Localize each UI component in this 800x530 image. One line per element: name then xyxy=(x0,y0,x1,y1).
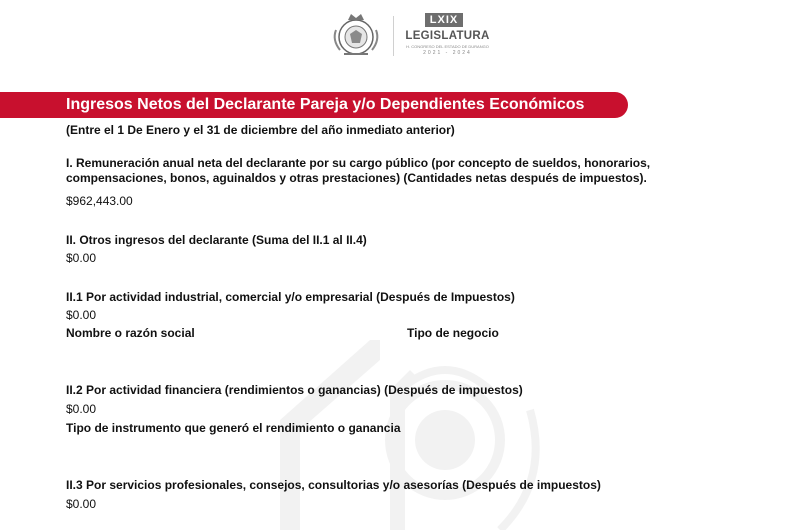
legislature-badge: LXIX xyxy=(425,13,463,27)
section-ii-value: $0.00 xyxy=(66,251,97,265)
section-i-label-line2: compensaciones, bonos, aguinaldos y otras prestaciones) (Cantidades netas después de impuestos). xyxy=(66,171,647,185)
section-ii-2-value: $0.00 xyxy=(66,402,97,416)
legislature-years: 2021 - 2024 xyxy=(423,50,472,56)
section-ii-label: II. Otros ingresos del declarante (Suma del II.1 al II.4) xyxy=(66,233,367,247)
congress-seal-icon xyxy=(330,10,382,60)
logo-divider xyxy=(393,16,394,56)
column-header-business-type: Tipo de negocio xyxy=(407,326,499,340)
section-ii-3-value: $0.00 xyxy=(66,497,97,511)
section-banner xyxy=(0,92,628,118)
header-logos xyxy=(330,10,490,60)
section-ii-3-label: II.3 Por servicios profesionales, consejos, consultorias y/o asesorías (Después de impuestos) xyxy=(66,478,601,492)
legislature-name: LEGISLATURA xyxy=(405,30,490,42)
column-header-business-name: Nombre o razón social xyxy=(66,326,195,340)
section-i-label-line1: I. Remuneración anual neta del declarante por su cargo público (por concepto de sueldos, honorarios, xyxy=(66,156,651,170)
section-ii-2-label: II.2 Por actividad financiera (rendimientos o ganancias) (Después de impuestos) xyxy=(66,383,523,397)
legislature-subtitle: H. CONGRESO DEL ESTADO DE DURANGO xyxy=(406,44,489,49)
section-ii-1-value: $0.00 xyxy=(66,308,97,322)
column-header-instrument-type: Tipo de instrumento que generó el rendimiento o ganancia xyxy=(66,421,401,435)
section-i-value: $962,443.00 xyxy=(66,194,133,208)
banner-title: Ingresos Netos del Declarante Pareja y/o Dependientes Económicos xyxy=(66,96,585,113)
legislature-logo xyxy=(405,13,490,59)
period-note: (Entre el 1 De Enero y el 31 de diciembre del año inmediato anterior) xyxy=(66,123,455,137)
section-ii-1-label: II.1 Por actividad industrial, comercial y/o empresarial (Después de Impuestos) xyxy=(66,290,515,304)
